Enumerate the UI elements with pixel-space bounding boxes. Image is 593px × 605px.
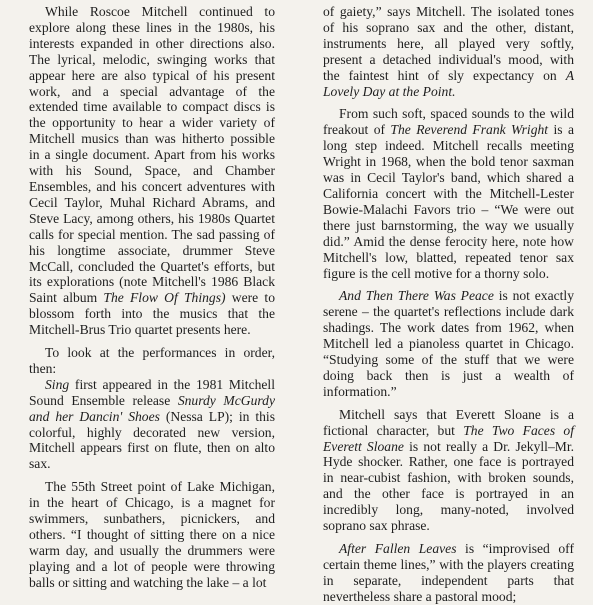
album-title: Snurdy McGurdy and her Dancin' Shoes — [29, 392, 275, 424]
paragraph-peace: And Then There Was Peace is not exactly serene – the quartet's reflections include dark shadings. The work dates from 1962, when Mitchell led a pianoless quartet in Chicago. “Studying some of the stuff that we were doing back then is just a wealth of information.” — [323, 288, 574, 399]
paragraph-frank-wright: From such soft, spaced sounds to the wild freakout of The Reverend Frank Wright is a long step indeed. Mitchell recalls meeting Wright in 1968, when the bold tenor saxman was in Cecil Taylor's band, which shared a California concert with the Mitchell-Lester Bowie-Malachi Favors trio – “We were out there just barnstorming, the way we usually did.” Amid the dense ferocity here, note how Mitchell's low, blatted, repeated tenor sax figure is the cell motive for a thorny solo. — [323, 106, 574, 281]
track-title: A Lovely Day at the Point. — [323, 67, 574, 99]
track-title: The Reverend Frank Wright — [390, 122, 549, 138]
track-title: After Fallen Leaves — [339, 541, 457, 556]
paragraph-sing: Sing first appeared in the 1981 Mitchell Sound Ensemble release Snurdy McGurdy and her Dancin' Shoes (Nessa LP); in this colorful, highly decorated new version, Mitchell appears first on flute, then on alto sax. — [29, 376, 275, 472]
paragraph-transition: To look at the performances in order, then: — [29, 345, 275, 376]
track-title: Sing — [45, 376, 70, 392]
paragraph-lovely-day: of gaiety,” says Mitchell. The isolated tones of his soprano sax and the other, distant, instruments here, all played very softly, present a detached individual's mood, with the faintest hint of sly expectancy on A Lovely Day at the Point. — [323, 4, 574, 99]
track-title: The Two Faces of Everett Sloane — [323, 422, 574, 454]
paragraph-lake-michigan: The 55th Street point of Lake Michigan, in the heart of Chicago, is a magnet for swimmers, sunbathers, picnickers, and others. “I thought of sitting there on a nice warm day, and usually the drummers were playing and a lot of people were throwing balls or sitting and watching the lake – a lot — [29, 479, 275, 590]
paragraph-everett-sloane: Mitchell says that Everett Sloane is a fictional character, but The Two Faces of Everett Sloane is not really a Dr. Jekyll–Mr. Hyde shocker. Rather, one face is portrayed in near-cubist fashion, with broken sounds, and the other face is portrayed in an incredibly long, many-noted, involved soprano sax phrase. — [323, 406, 575, 534]
paragraph-fallen-leaves: After Fallen Leaves is “improvised off certain theme lines,” with the players creating in separate, independent parts that nevertheless share a pastoral mood; — [323, 541, 574, 604]
left-column — [29, 4, 275, 591]
album-title: The Flow Of Things) — [103, 290, 226, 306]
paragraph-intro: While Roscoe Mitchell continued to explore along these lines in the 1980s, his interests expanded in other directions also. The lyrical, melodic, swinging works that appear here are also typical of his present work, and a special advantage of the extended time available to compact discs is the opportunity to hear a wider variety of Mitchell musics than was hitherto possible in a single document. Apart from his works with his Sound, Space, and Chamber Ensembles, and his concert adventures with Cecil Taylor, Muhal Richard Abrams, and Steve Lacy, among others, his 1980s Quartet calls for special mention. The sad passing of his longtime associate, drummer Steve McCall, concluded the Quartet's efforts, but its explorations (note Mitchell's 1986 Black Saint album The Flow Of Things) were to blossom forth into the musics that the Mitchell-Brus Trio quartet presents here. — [29, 4, 275, 338]
track-title: And Then There Was Peace — [339, 288, 494, 304]
right-column — [323, 4, 574, 605]
